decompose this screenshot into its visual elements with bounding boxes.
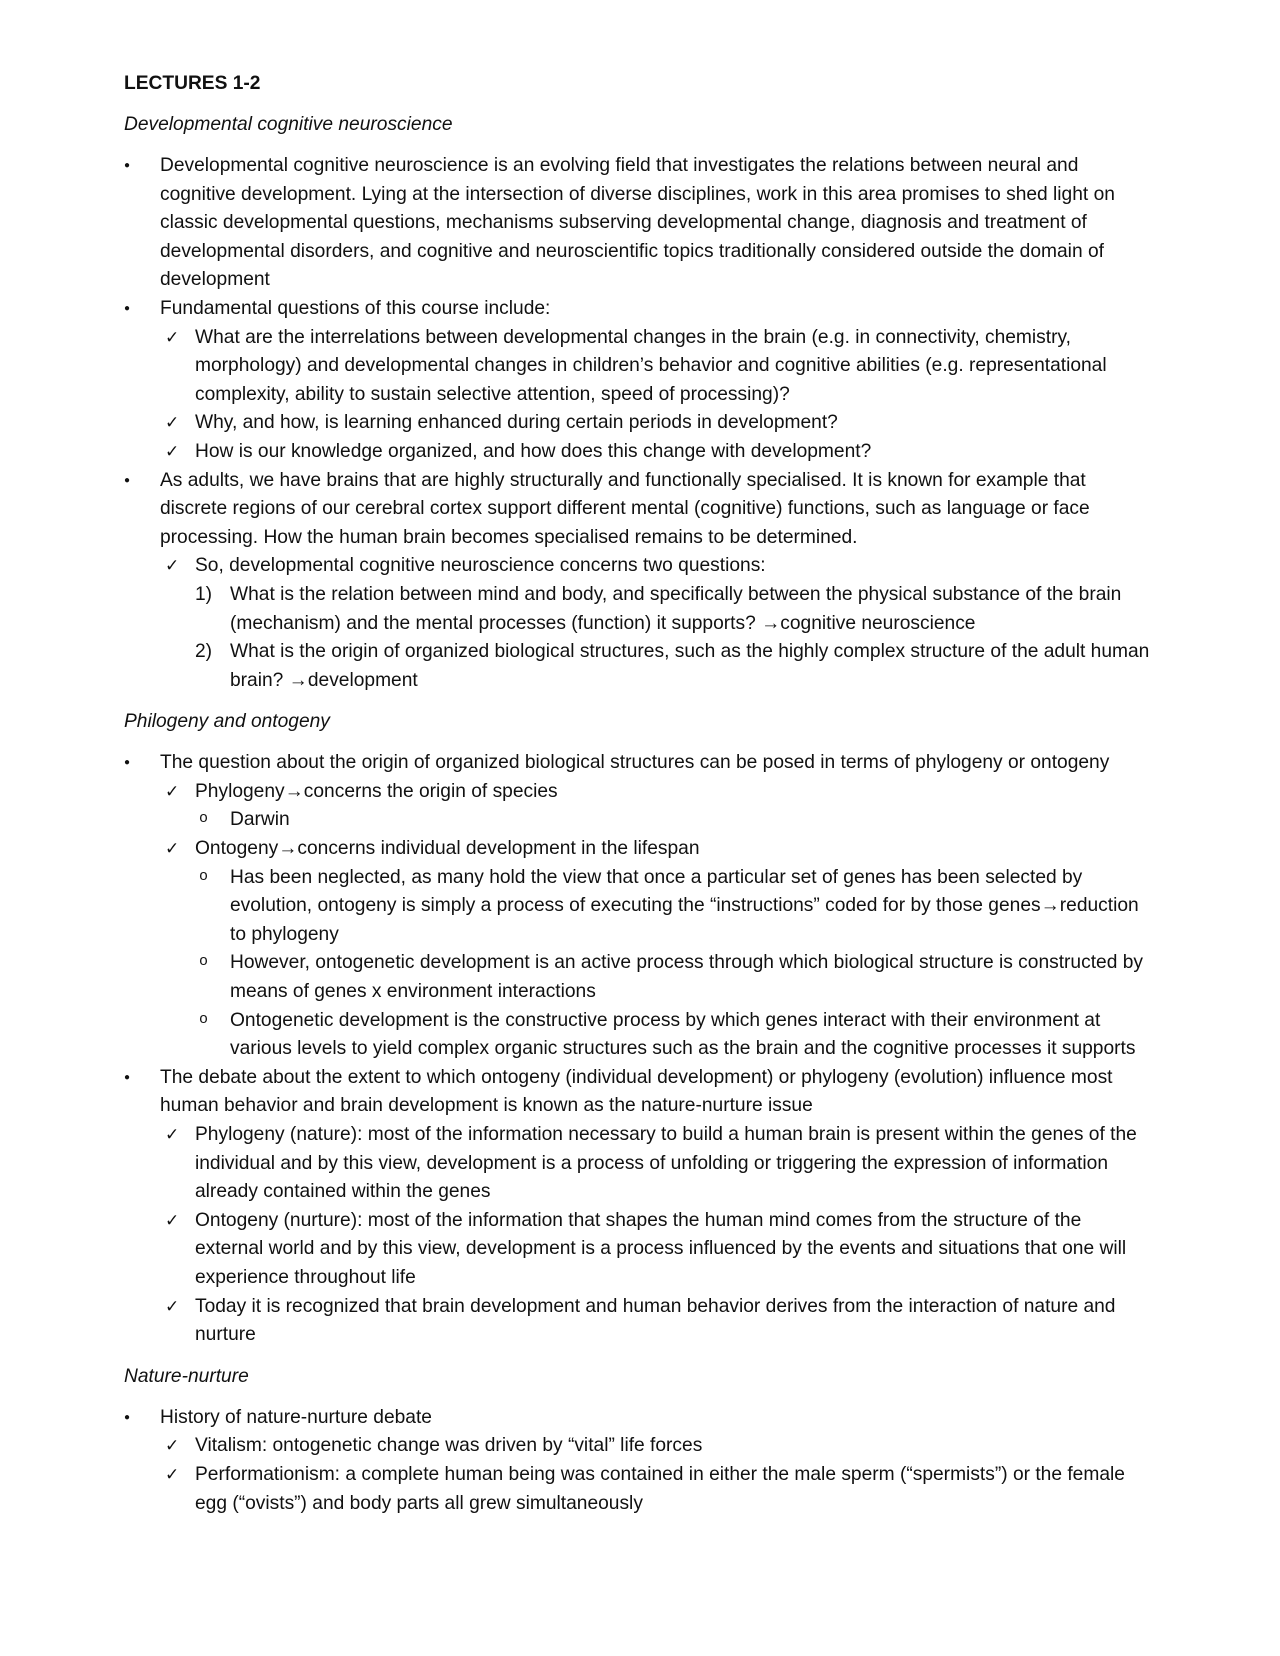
check-text: Today it is recognized that brain development and human behavior derives from the interaction of nature and nurture [195,1295,1116,1346]
check-text: Phylogeny→concerns the origin of species [195,780,558,802]
numbered-item [195,638,1150,695]
sub-text: Ontogenetic development is the constructive process by which genes interact with their environment at various levels to yield complex organic structures such as the brain and the cognitive processes it supports [230,1009,1136,1060]
item-number: 1) [195,583,213,605]
sub-item [195,949,1150,1006]
numbered-list [195,581,1150,695]
check-text: Phylogeny (nature): most of the information necessary to build a human brain is present within the genes of the individual and by this view, development is a process of unfolding or triggering the expression of information already contained within the genes [195,1124,1137,1203]
bullet-text: Developmental cognitive neuroscience is an evolving field that investigates the relations between neural and cognitive development. Lying at the intersection of diverse disciplines, work in this area promises to shed light on classic developmental questions, mechanisms subserving developmental change, diagnosis and treatment of developmental disorders, and cognitive and neuroscientific topics traditionally considered outside the domain of development [160,155,1115,291]
sub-list [195,806,1150,835]
check-text: So, developmental cognitive neuroscience concerns two questions: [195,555,766,577]
check-list [160,778,1150,1064]
sub-text: Darwin [230,809,290,831]
check-item [160,1121,1150,1207]
check-list [160,324,1150,467]
check-item [160,552,1150,695]
check-item [160,778,1150,835]
section-heading-nn: Nature-nurture [124,1365,249,1387]
list-item [124,295,1150,467]
list-item [124,467,1150,696]
sub-text: However, ontogenetic development is an active process through which biological structure is constructed by means of genes x environment interactions [230,952,1143,1003]
bullet-text: History of nature-nurture debate [160,1406,432,1428]
list-item [124,1064,1150,1350]
check-list [160,1432,1150,1518]
bullet-text: The debate about the extent to which ontogeny (individual development) or phylogeny (evolution) influence most human behavior and brain development is known as the nature-nurture issue [160,1066,1113,1117]
check-item [160,1461,1150,1518]
list-item [124,1404,1150,1518]
numbered-item [195,581,1150,638]
check-text: What are the interrelations between developmental changes in the brain (e.g. in connectivity, chemistry, morphology) and developmental changes in children’s behavior and cognitive abilities (e.g. representational complexity, ability to sustain selective attention, speed of processing)? [195,326,1107,405]
check-item [160,835,1150,1064]
bullet-text: As adults, we have brains that are highly structurally and functionally specialised. It is known for example that discrete regions of our cerebral cortex support different mental (cognitive) functions, such as language or face processing. How the human brain becomes specialised remains to be determined. [160,469,1090,548]
check-item [160,324,1150,410]
bullet-list-nn [124,1404,1150,1518]
item-number: 2) [195,641,213,663]
bullet-text: The question about the origin of organized biological structures can be posed in terms of phylogeny or ontogeny [160,752,1110,774]
numbered-text: What is the origin of organized biological structures, such as the highly complex structure of the adult human brain? →development [230,641,1150,691]
list-item [124,749,1150,1064]
section-heading-po: Philogeny and ontogeny [124,711,330,733]
document-title: LECTURES 1-2 [124,73,261,94]
check-item [160,1432,1150,1461]
sub-item [195,1007,1150,1064]
check-text: Ontogeny→concerns individual development in the lifespan [195,838,700,860]
check-item [160,438,1150,467]
list-item [124,152,1150,295]
check-text: How is our knowledge organized, and how does this change with development? [195,440,872,462]
sub-text: Has been neglected, as many hold the view that once a particular set of genes has been selected by evolution, ontogeny is simply a process of executing the “instructions” coded for by those genes→reduction to phylogeny [230,866,1139,945]
bullet-text: Fundamental questions of this course include: [160,297,551,319]
check-text: Vitalism: ontogenetic change was driven by “vital” life forces [195,1435,703,1457]
check-text: Performationism: a complete human being was contained in either the male sperm (“spermists”) or the female egg (“ovists”) and body parts all grew simultaneously [195,1463,1125,1514]
check-item [160,1293,1150,1350]
check-item [160,1207,1150,1293]
numbered-text: What is the relation between mind and body, and specifically between the physical substance of the brain (mechanism) and the mental processes (function) it supports? →cognitive neuroscience [230,583,1122,634]
check-list [160,552,1150,695]
sub-item [195,864,1150,950]
check-item [160,409,1150,438]
sub-list [195,864,1150,1064]
check-text: Ontogeny (nurture): most of the information that shapes the human mind comes from the structure of the external world and by this view, development is a process influenced by the events and situations that one will experience throughout life [195,1209,1127,1288]
bullet-list-po [124,749,1150,1349]
check-list [160,1121,1150,1350]
check-text: Why, and how, is learning enhanced during certain periods in development? [195,412,838,434]
sub-item [195,806,1150,835]
section-heading-dcn: Developmental cognitive neuroscience [124,114,453,135]
bullet-list-dcn [124,152,1150,695]
